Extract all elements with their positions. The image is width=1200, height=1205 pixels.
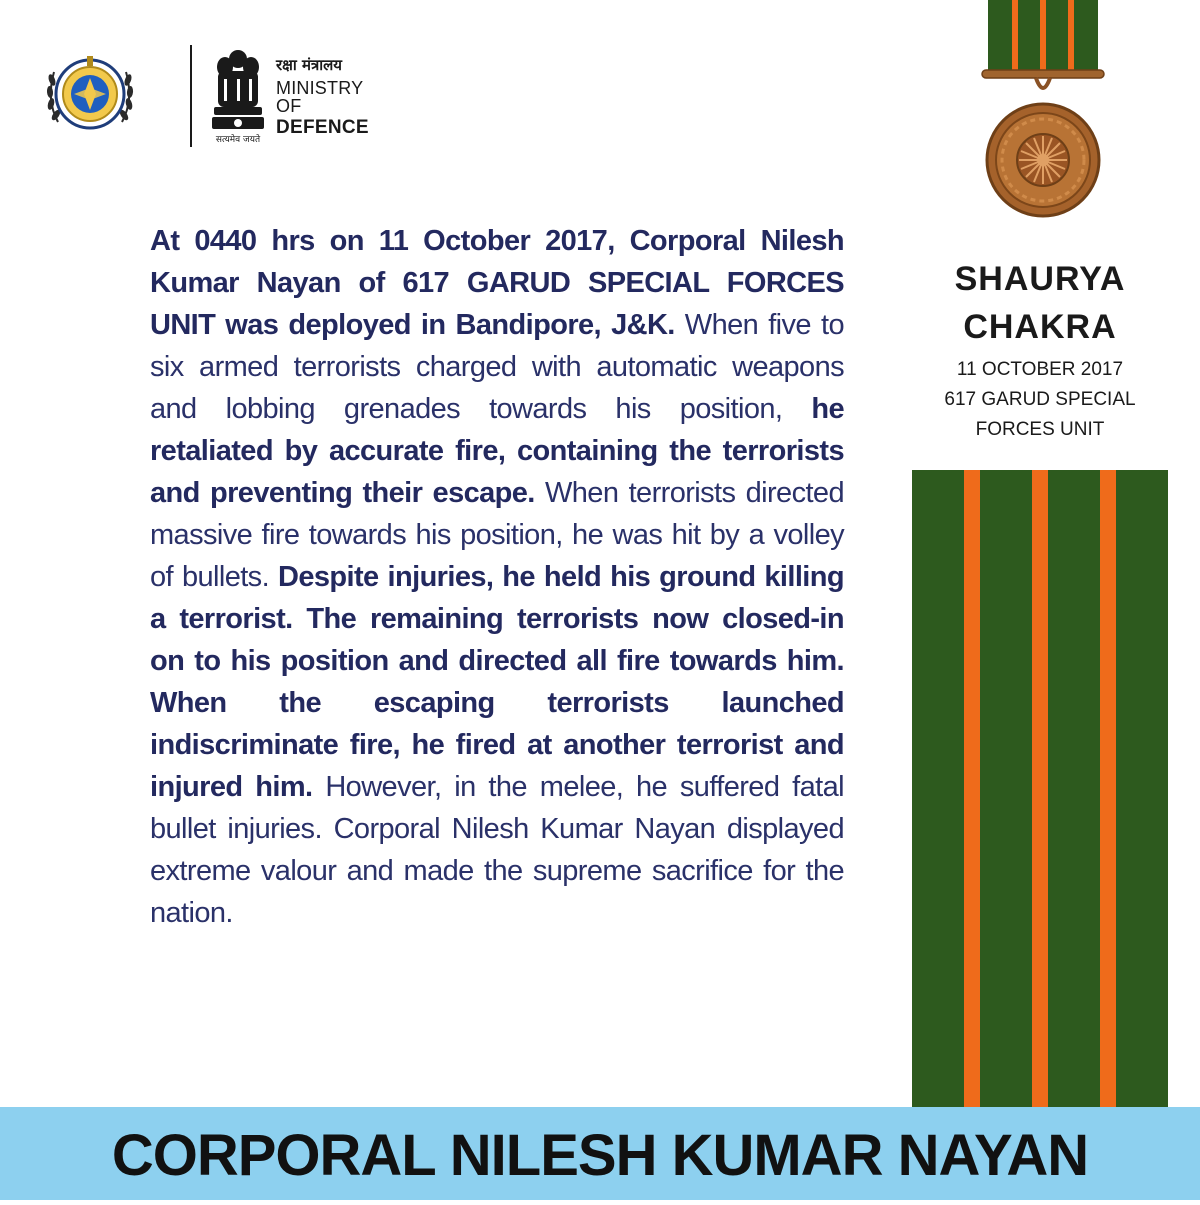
ribbon-stripe-orange bbox=[1032, 470, 1048, 1110]
award-unit-line1: 617 GARUD SPECIAL bbox=[944, 389, 1136, 410]
emblem-motto: सत्यमेव जयते bbox=[215, 135, 261, 145]
ministry-of-defence-wordmark bbox=[276, 58, 380, 137]
citation-segment-bold: he retaliated by accurate fire, containing the terrorists and preventing their escape. bbox=[150, 393, 844, 509]
ministry-name-line2: DEFENCE bbox=[276, 117, 369, 138]
award-unit-line2: FORCES UNIT bbox=[975, 419, 1105, 440]
award-info bbox=[912, 255, 1168, 445]
award-date: 11 OCTOBER 2017 bbox=[956, 359, 1124, 380]
soldier-name: CORPORAL NILESH KUMAR NAYAN bbox=[111, 1123, 1089, 1188]
header-logos bbox=[40, 40, 380, 150]
ribbon-stripe-green bbox=[1048, 470, 1100, 1110]
award-name-line1: SHAURYA bbox=[954, 260, 1126, 298]
award-name-line2: CHAKRA bbox=[963, 308, 1117, 346]
shaurya-chakra-medal-icon bbox=[968, 0, 1118, 230]
citation-segment-bold: Despite injuries, he held his ground killing a terrorist. The remaining terrorists now closed-in on to his position and directed all fire towards him. When the escaping terrorists launched indiscriminate fire, he fired at another terrorist and injured him. bbox=[150, 561, 844, 803]
citation-segment-bold: At 0440 hrs on 11 October 2017, Corporal Nilesh Kumar Nayan of 617 GARUD SPECIAL FORCES UNIT was deployed in Bandipore, J&K. bbox=[150, 225, 844, 341]
ids-crest-icon bbox=[40, 42, 140, 142]
citation-segment: However, in the melee, he suffered fatal bullet injuries. Corporal Nilesh Kumar Nayan displayed extreme valour and made the supreme sacrifice for the nation. bbox=[150, 771, 844, 929]
medal-ribbon bbox=[912, 470, 1168, 1110]
ministry-name-line1: MINISTRY OF bbox=[276, 78, 363, 116]
ribbon-stripe-orange bbox=[964, 470, 980, 1110]
ribbon-stripe-green bbox=[980, 470, 1032, 1110]
ribbon-stripe-green bbox=[912, 470, 964, 1110]
ministry-name-hindi: रक्षा मंत्रालय bbox=[276, 56, 343, 74]
ashoka-emblem-icon bbox=[208, 45, 268, 141]
citation-segment: When five to six armed terrorists charged with automatic weapons and lobbing grenades towards his position, bbox=[150, 309, 844, 425]
citation-text bbox=[150, 220, 844, 934]
logo-divider bbox=[190, 45, 192, 147]
ribbon-stripe-orange bbox=[1100, 470, 1116, 1110]
ribbon-stripe-green bbox=[1116, 470, 1168, 1110]
citation-segment: When terrorists directed massive fire towards his position, he was hit by a volley of bullets. bbox=[150, 477, 844, 593]
